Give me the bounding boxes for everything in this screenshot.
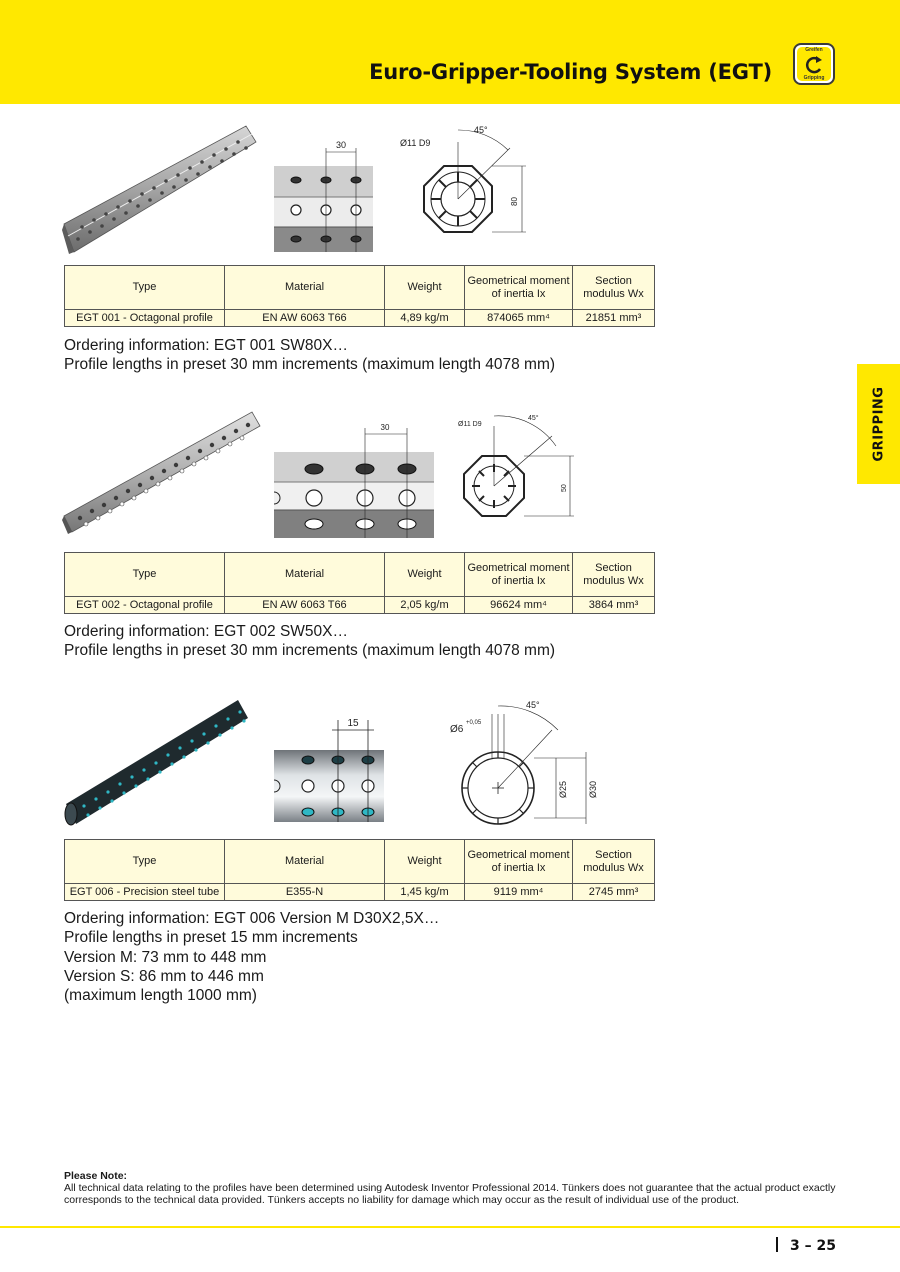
note-title: Please Note: — [64, 1170, 128, 1182]
outer-diameter-label: Ø30 — [588, 780, 598, 798]
page-number — [776, 1237, 836, 1254]
steel-tube-photo — [62, 694, 252, 828]
column-header: Geometrical moment of inertia Ix — [465, 266, 573, 310]
footer-divider — [0, 1226, 900, 1228]
weight-cell: 4,89 kg/m — [385, 310, 465, 327]
badge-bottom-label: Gripping — [803, 75, 825, 81]
hole-diameter-label: Ø6 — [450, 724, 464, 735]
ordering-line: Ordering information: EGT 001 SW80X… — [64, 337, 349, 354]
modulus-cell: 21851 mm³ — [573, 310, 655, 327]
section-tab-label: GRIPPING — [871, 386, 886, 462]
column-header: Section modulus Wx — [573, 553, 655, 597]
ordering-line: Version M: 73 mm to 448 mm — [64, 948, 267, 966]
inertia-cell: 874065 mm⁴ — [465, 310, 573, 327]
spec-table-egt-001 — [64, 265, 655, 327]
pitch-dimension: 15 — [347, 718, 359, 729]
table-row — [65, 310, 655, 327]
ordering-line: Profile lengths in preset 15 mm increments — [64, 929, 358, 947]
column-header: Type — [65, 553, 225, 597]
ordering-line: Ordering information: EGT 002 SW50X… — [64, 623, 349, 640]
table-header-row — [65, 840, 655, 884]
angle-label: 45° — [528, 415, 539, 422]
pitch-dimension: 30 — [335, 140, 347, 150]
modulus-cell: 3864 mm³ — [573, 597, 655, 614]
weight-cell: 2,05 kg/m — [385, 597, 465, 614]
column-header: Geometrical moment of inertia Ix — [465, 840, 573, 884]
column-header: Material — [225, 266, 385, 310]
inner-diameter-label: Ø25 — [558, 780, 568, 798]
table-header-row — [65, 266, 655, 310]
column-header: Type — [65, 840, 225, 884]
ordering-info-egt-002 — [64, 622, 555, 661]
column-header: Weight — [385, 840, 465, 884]
type-cell: EGT 006 - Precision steel tube — [65, 884, 225, 901]
spec-table-egt-006 — [64, 839, 655, 901]
page-number-text: 3 – 25 — [790, 1238, 836, 1254]
ordering-info-egt-001 — [64, 336, 555, 375]
profile-cross-section — [456, 406, 586, 540]
hole-diameter-label: Ø11 D9 — [400, 138, 431, 148]
angle-label: 45° — [526, 700, 540, 710]
material-cell: EN AW 6063 T66 — [225, 597, 385, 614]
column-header: Material — [225, 553, 385, 597]
angle-label: 45° — [474, 125, 488, 135]
page-number-bar — [776, 1237, 778, 1252]
column-header: Geometrical moment of inertia Ix — [465, 553, 573, 597]
column-header: Section modulus Wx — [573, 840, 655, 884]
profile-cross-section — [400, 118, 540, 258]
tube-cross-section — [448, 694, 618, 828]
material-cell: EN AW 6063 T66 — [225, 310, 385, 327]
material-cell: E355-N — [225, 884, 385, 901]
rotate-arrow-icon — [803, 54, 825, 76]
column-header: Type — [65, 266, 225, 310]
weight-cell: 1,45 kg/m — [385, 884, 465, 901]
note-text: All technical data relating to the profiles have been determined using Autodesk Inventor Professional 2014. Tünkers does not guarantee that the actual product exactly corresponds to the technical data provided. Tünkers accepts no liability for damage which may occur as the result of individual use of the product. — [64, 1182, 836, 1206]
column-header: Weight — [385, 553, 465, 597]
type-cell: EGT 002 - Octagonal profile — [65, 597, 225, 614]
spec-table-egt-002 — [64, 552, 655, 614]
column-header: Weight — [385, 266, 465, 310]
modulus-cell: 2745 mm³ — [573, 884, 655, 901]
ordering-line: Ordering information: EGT 006 Version M D30X2,5X… — [64, 910, 440, 927]
table-header-row — [65, 553, 655, 597]
ordering-line: Profile lengths in preset 30 mm increments (maximum length 4078 mm) — [64, 642, 556, 660]
ordering-line: Profile lengths in preset 30 mm increments (maximum length 4078 mm) — [64, 356, 556, 374]
column-header: Section modulus Wx — [573, 266, 655, 310]
gripping-badge — [793, 43, 835, 85]
page-header — [0, 0, 900, 104]
hole-diameter-label: Ø11 D9 — [458, 421, 482, 428]
profile-front-view — [272, 134, 384, 254]
inertia-cell: 96624 mm⁴ — [465, 597, 573, 614]
badge-top-label: Greifen — [805, 47, 823, 53]
octagonal-profile-photo — [62, 406, 262, 536]
ordering-line: Version S: 86 mm to 446 mm — [64, 967, 264, 985]
profile-front-view — [272, 414, 442, 540]
octagonal-profile-photo — [62, 118, 258, 258]
disclaimer-note — [64, 1170, 854, 1206]
ordering-line: (maximum length 1000 mm) — [64, 987, 257, 1005]
height-dimension: 50 — [561, 484, 568, 492]
page-title: Euro-Gripper-Tooling System (EGT) — [369, 60, 772, 84]
table-row — [65, 884, 655, 901]
column-header: Material — [225, 840, 385, 884]
tube-front-view — [272, 714, 402, 826]
ordering-info-egt-006 — [64, 909, 439, 1005]
inertia-cell: 9119 mm⁴ — [465, 884, 573, 901]
table-row — [65, 597, 655, 614]
section-tab-gripping — [857, 364, 900, 484]
type-cell: EGT 001 - Octagonal profile — [65, 310, 225, 327]
height-dimension: 80 — [510, 197, 519, 206]
pitch-dimension: 30 — [380, 423, 390, 432]
hole-tolerance-label: +0,05 — [466, 720, 482, 726]
